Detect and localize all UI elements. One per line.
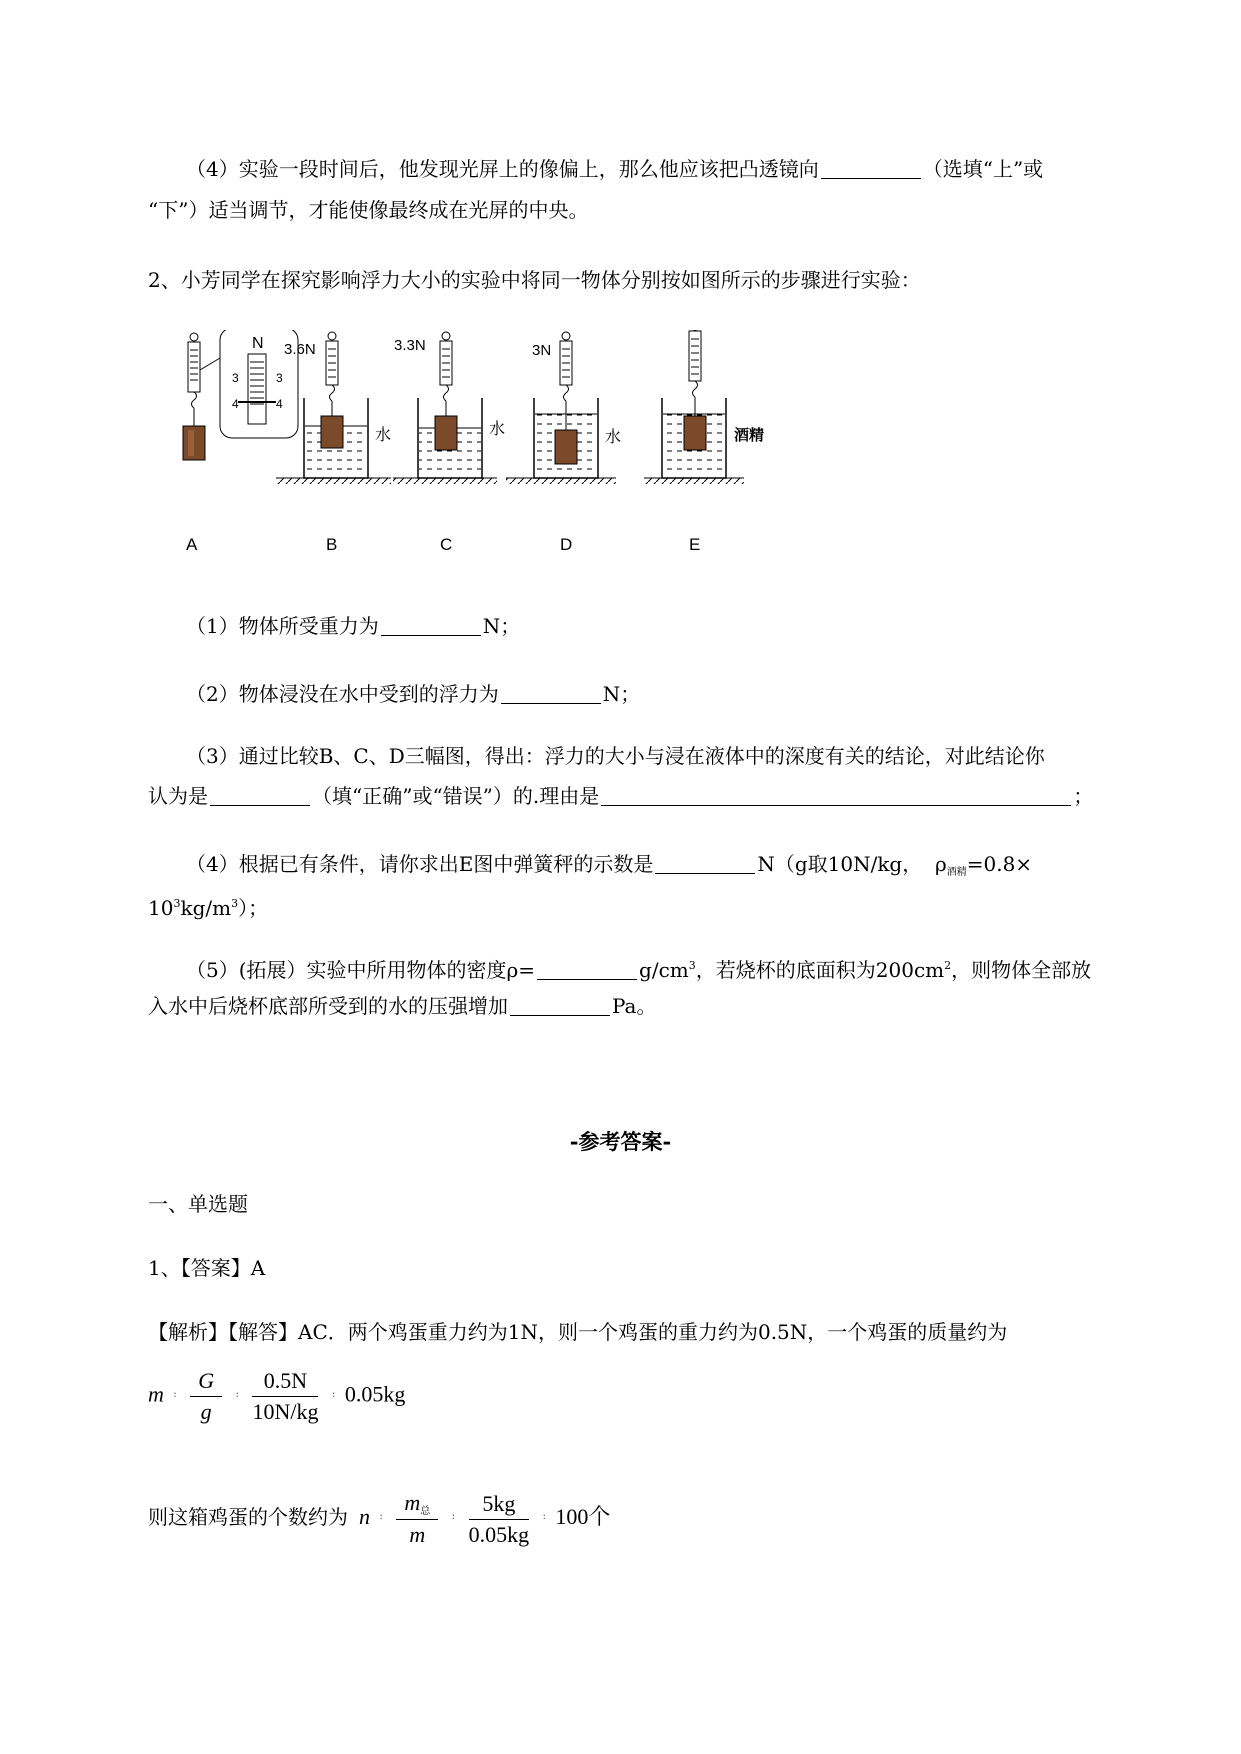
q2-sub4-unit-exp: 3 (231, 897, 239, 910)
q2-sub1-blank[interactable] (381, 615, 481, 636)
liquid-c: 水 (489, 421, 506, 438)
q2-sub4-blank[interactable] (655, 853, 755, 874)
q2-sub5-text-a: （5）(拓展）实验中所用物体的密度ρ= (186, 958, 536, 982)
answer-1: 1、【答案】A (148, 1256, 266, 1280)
q2-sub3-line2 (148, 782, 1093, 810)
q2-sub3-text-c: ； (1073, 784, 1094, 808)
buoyancy-experiment-figure (176, 330, 796, 575)
eq1-mark-2: ꞉ (235, 1386, 239, 1401)
eq2-mark-2: ꞉ (451, 1509, 456, 1524)
q2-sub5-unit-exp: 3 (688, 959, 696, 972)
eq2-result: 100个 (555, 1504, 611, 1530)
eq1-f1-num: G (190, 1368, 222, 1397)
q2-sub5-area-exp: 2 (944, 959, 952, 972)
liquid-b: 水 (375, 427, 392, 444)
eq2-mark-1: ꞉ (379, 1509, 383, 1524)
q4-line1 (186, 155, 1043, 183)
setup-d (506, 332, 621, 554)
q4-answer-blank[interactable] (821, 158, 921, 179)
eq1-mark-3: ꞉ (331, 1386, 336, 1401)
scale-tick-3-right: 3 (276, 371, 283, 385)
q4-line2: “下”）适当调节，才能使像最终成在光屏的中央。 (148, 198, 589, 222)
q2-sub4-ten: 10 (148, 896, 174, 920)
q2-sub5-unit2: Pa。 (612, 994, 657, 1018)
equation-mass (148, 1368, 405, 1425)
q2-sub4-text-c: =0.8× (966, 852, 1033, 876)
q2-sub3-blank2[interactable] (601, 785, 1071, 806)
eq1-mark-1: ꞉ (173, 1386, 177, 1401)
eq2-fraction-values (469, 1491, 530, 1548)
setup-a (183, 330, 298, 554)
scale-unit-label: N (252, 335, 264, 352)
eq2-fraction-m (396, 1490, 438, 1548)
eq2-f1-den: m (409, 1522, 426, 1547)
q2-sub5-line2 (148, 992, 656, 1020)
scale-tick-3-left: 3 (232, 371, 239, 385)
figure-label-c: C (440, 535, 453, 554)
eq1-lhs: m (148, 1381, 164, 1407)
liquid-e: 酒精 (734, 427, 765, 444)
q2-sub2-unit: N； (602, 682, 641, 706)
figure-label-a: A (186, 535, 198, 554)
eq1-result: 0.05kg (344, 1381, 406, 1407)
eq2-f1-num-sub: 总 (420, 1506, 431, 1517)
figure-label-d: D (560, 535, 573, 554)
eq2-f2-num: 5kg (469, 1491, 530, 1520)
q2-sub5-blank1[interactable] (537, 959, 637, 980)
reading-d: 3N (532, 342, 552, 359)
q2-sub1-text: （1）物体所受重力为 (186, 614, 379, 638)
eq1-f2-den: 10N/kg (252, 1399, 319, 1424)
q2-sub3-line1: （3）通过比较B、C、D三幅图，得出：浮力的大小与浸在液体中的深度有关的结论，对此结论你 (186, 744, 1045, 768)
q2-sub5-text-c: ，若烧杯的底面积为200cm (695, 958, 945, 982)
q2-sub4-exp: 3 (173, 897, 181, 910)
equation-count (148, 1490, 610, 1548)
q2-sub4-unit: kg/m (180, 896, 232, 920)
q2-sub5-text-d: ，则物体全部放 (951, 958, 1092, 982)
reading-b: 3.6N (284, 341, 316, 358)
reading-c: 3.3N (394, 337, 426, 354)
q2-sub5-text-e: 入水中后烧杯底部所受到的水的压强增加 (148, 994, 508, 1018)
q4-text-b: （选填“上”或 (922, 157, 1044, 181)
q2-sub2-blank[interactable] (501, 683, 601, 704)
eq2-mark-3: ꞉ (542, 1509, 546, 1524)
rho-symbol: ρ (934, 852, 947, 876)
q2-sub2-text: （2）物体浸没在水中受到的浮力为 (186, 682, 499, 706)
q2-sub3-text-a: 认为是 (148, 784, 208, 808)
q2-sub2 (186, 680, 640, 708)
q4-text-a: （4）实验一段时间后，他发现光屏上的像偏上，那么他应该把凸透镜向 (186, 157, 819, 181)
eq2-prefix: 则这箱鸡蛋的个数约为 (148, 1505, 348, 1530)
eq1-fraction-g (190, 1368, 222, 1425)
q2-sub5-blank2[interactable] (510, 995, 610, 1016)
q2-sub1 (186, 612, 520, 640)
answers-section: 一、单选题 (148, 1192, 248, 1216)
rho-subscript: 酒精 (946, 867, 967, 878)
scale-tick-4-right: 4 (276, 397, 283, 411)
q2-sub5-unit: g/cm (639, 958, 689, 982)
q2-sub4-text-a: （4）根据已有条件，请你求出E图中弹簧秤的示数是 (186, 852, 654, 876)
eq2-f2-den: 0.05kg (468, 1521, 530, 1547)
setup-c (393, 332, 505, 554)
answer-1-analysis: 【解析】【解答】AC．两个鸡蛋重力约为1N，则一个鸡蛋的重力约为0.5N，一个鸡蛋的质量约为 (148, 1320, 1008, 1344)
q2-sub4-text-b: N（g取10N/kg， (757, 852, 923, 876)
setup-e (644, 330, 764, 554)
q2-sub3-blank1[interactable] (210, 785, 310, 806)
eq1-f1-den: g (200, 1399, 212, 1424)
q2-sub1-unit: N； (482, 614, 521, 638)
answers-title: -参考答案- (569, 1129, 672, 1154)
figure-label-b: B (326, 535, 338, 554)
eq2-f1-num: m (404, 1490, 421, 1515)
figure-label-e: E (689, 535, 701, 554)
q2-intro: 2、小芳同学在探究影响浮力大小的实验中将同一物体分别按如图所示的步骤进行实验： (148, 268, 921, 292)
q2-sub4-line2 (148, 890, 268, 922)
q2-sub3-text-b: （填“正确”或“错误”）的.理由是 (312, 784, 600, 808)
eq2-lhs: n (359, 1504, 370, 1530)
q2-sub4-line1 (186, 850, 1032, 887)
q2-sub5-line1 (186, 952, 1091, 984)
eq1-fraction-values (252, 1368, 318, 1425)
liquid-d: 水 (605, 429, 622, 446)
q2-sub4-close: ）； (238, 896, 269, 920)
eq1-f2-num: 0.5N (252, 1368, 318, 1397)
scale-tick-4-left: 4 (232, 397, 239, 411)
